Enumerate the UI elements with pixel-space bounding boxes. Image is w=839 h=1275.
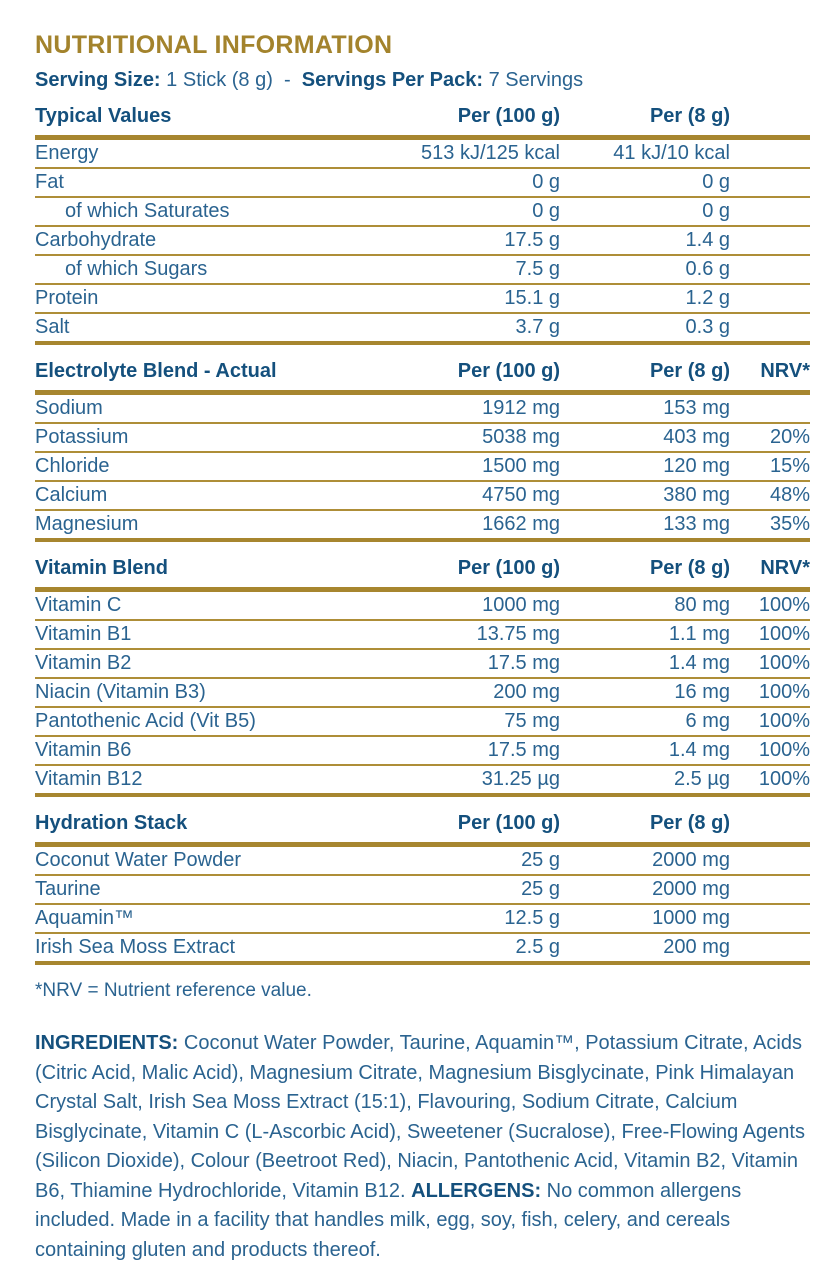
table-row [35, 424, 810, 453]
section-header-row [35, 105, 810, 135]
row-value-per100: 25 g [521, 878, 560, 900]
row-value-per100: 7.5 g [515, 258, 560, 280]
row-label: Potassium [35, 426, 129, 448]
row-value-per8: 0.6 g [685, 258, 730, 280]
ingredients-paragraph [35, 1029, 810, 1265]
row-label: Magnesium [35, 513, 139, 535]
row-value-per100: 513 kJ/125 kcal [421, 142, 560, 164]
row-value-per8: 1.2 g [685, 287, 730, 309]
nrv-footnote: *NRV = Nutrient reference value. [35, 980, 312, 1001]
table-row [35, 650, 810, 679]
row-label: Aquamin™ [35, 907, 134, 929]
column-header-nrv: NRV* [760, 557, 810, 579]
row-value-per8: 380 mg [663, 484, 730, 506]
row-value-per100: 0 g [532, 200, 560, 222]
row-label: Vitamin B1 [35, 623, 132, 645]
column-header-nrv: NRV* [760, 360, 810, 382]
row-value-per100: 12.5 g [504, 907, 560, 929]
row-value-per100: 1000 mg [482, 594, 560, 616]
table-row [35, 679, 810, 708]
row-value-per100: 15.1 g [504, 287, 560, 309]
row-value-per100: 75 mg [504, 710, 560, 732]
column-header-per8: Per (8 g) [649, 360, 730, 382]
row-value-nrv: 100% [758, 652, 810, 674]
table-row [35, 256, 810, 285]
serving-size-value: 1 Stick (8 g) [166, 69, 273, 91]
section-header-row [35, 360, 810, 390]
table-row [35, 876, 810, 905]
column-header-per8: Per (8 g) [649, 105, 730, 127]
table-row [35, 905, 810, 934]
row-value-nrv: 100% [758, 768, 810, 790]
table-row [35, 285, 810, 314]
row-label: Vitamin B12 [35, 768, 143, 790]
row-label: of which Sugars [65, 258, 208, 280]
row-value-per8: 2000 mg [652, 878, 730, 900]
row-value-per100: 17.5 g [504, 229, 560, 251]
row-value-per8: 403 mg [663, 426, 730, 448]
row-value-per100: 13.75 mg [476, 623, 560, 645]
row-value-per100: 25 g [521, 849, 560, 871]
ingredients-text: Coconut Water Powder, Taurine, Aquamin™, Potassium Citrate, Acids (Citric Acid, Malic Acid), Magnesium Citrate, Magnesium Bisglycinate, Pink Himalayan Crystal Salt, Irish Sea Moss Extract (15:1), Flavouring, Sodium Citrate, Calcium Bisglycinate, Vitamin C (L-Ascorbic Acid), Sweetener (Sucralose), Free-Flowing Agents (Silicon Dioxide), Colour (Beetroot Red), Niacin, Pantothenic Acid, Vitamin B2, Vitamin B6, Thiamine Hydrochloride, Vitamin B12. [35, 1032, 805, 1202]
section-header-title: Electrolyte Blend - Actual [35, 360, 277, 382]
row-value-nrv: 100% [758, 710, 810, 732]
column-header-per100: Per (100 g) [457, 812, 560, 834]
table-row [35, 511, 810, 542]
section-header-title: Vitamin Blend [35, 557, 168, 579]
row-value-per8: 2.5 µg [673, 768, 730, 790]
row-value-per100: 1500 mg [482, 455, 560, 477]
row-value-per8: 41 kJ/10 kcal [613, 142, 730, 164]
table-row [35, 169, 810, 198]
row-value-per8: 1.1 mg [668, 623, 730, 645]
row-label: Protein [35, 287, 99, 309]
row-value-per100: 200 mg [493, 681, 560, 703]
row-value-per8: 1.4 mg [668, 739, 730, 761]
table-row [35, 314, 810, 345]
row-value-per100: 31.25 µg [481, 768, 560, 790]
row-value-nrv: 35% [769, 513, 810, 535]
row-label: Vitamin B2 [35, 652, 132, 674]
table-row [35, 395, 810, 424]
row-value-per100: 1912 mg [482, 397, 560, 419]
row-value-per100: 0 g [532, 171, 560, 193]
section-header-row [35, 557, 810, 587]
table-row [35, 592, 810, 621]
row-value-nrv: 100% [758, 623, 810, 645]
row-value-per8: 0 g [702, 171, 730, 193]
table-row [35, 198, 810, 227]
row-label: Salt [35, 316, 70, 338]
ingredients-label: INGREDIENTS: [35, 1032, 179, 1054]
table-row [35, 140, 810, 169]
row-value-per100: 3.7 g [515, 316, 560, 338]
section-typical-values [35, 105, 810, 345]
table-row [35, 847, 810, 876]
row-value-per8: 1.4 g [685, 229, 730, 251]
row-value-per8: 2000 mg [652, 849, 730, 871]
section-header-title: Hydration Stack [35, 812, 188, 834]
table-row [35, 766, 810, 797]
row-value-nrv: 48% [769, 484, 810, 506]
section-electrolyte-blend [35, 360, 810, 542]
section-header-title: Typical Values [35, 105, 172, 127]
row-value-per100: 4750 mg [482, 484, 560, 506]
row-value-per8: 80 mg [674, 594, 730, 616]
row-value-per100: 5038 mg [482, 426, 560, 448]
section-hydration-stack [35, 812, 810, 965]
row-label: Coconut Water Powder [35, 849, 242, 871]
row-value-per8: 1000 mg [652, 907, 730, 929]
row-value-per8: 0 g [702, 200, 730, 222]
table-row [35, 737, 810, 766]
row-value-per8: 1.4 mg [668, 652, 730, 674]
row-value-per8: 120 mg [663, 455, 730, 477]
row-value-per8: 200 mg [663, 936, 730, 958]
servings-per-pack-label: Servings Per Pack: [301, 69, 484, 91]
section-header-row [35, 812, 810, 842]
table-row [35, 621, 810, 650]
row-label: Irish Sea Moss Extract [35, 936, 236, 958]
row-label: Fat [35, 171, 64, 193]
row-label: Energy [35, 142, 99, 164]
row-value-per8: 133 mg [663, 513, 730, 535]
page-title: NUTRITIONAL INFORMATION [35, 31, 393, 59]
table-row [35, 708, 810, 737]
column-header-per100: Per (100 g) [457, 557, 560, 579]
column-header-per100: Per (100 g) [457, 360, 560, 382]
row-value-per8: 16 mg [674, 681, 730, 703]
table-row [35, 227, 810, 256]
row-label: of which Saturates [65, 200, 230, 222]
table-row [35, 934, 810, 965]
row-value-per100: 1662 mg [482, 513, 560, 535]
row-label: Pantothenic Acid (Vit B5) [35, 710, 256, 732]
row-label: Calcium [35, 484, 108, 506]
row-value-nrv: 100% [758, 594, 810, 616]
row-label: Niacin (Vitamin B3) [35, 681, 206, 703]
servings-per-pack-value: 7 Servings [488, 69, 584, 91]
column-header-per8: Per (8 g) [649, 557, 730, 579]
allergens-label: ALLERGENS: [411, 1179, 542, 1202]
section-vitamin-blend [35, 557, 810, 797]
row-value-per8: 153 mg [663, 397, 730, 419]
row-label: Taurine [35, 878, 101, 900]
row-value-nrv: 20% [769, 426, 810, 448]
allergens-text: No common allergens included. Made in a facility that handles milk, egg, soy, fish, celery, and cereals containing gluten and products thereof. [35, 1179, 742, 1261]
row-value-nrv: 100% [758, 681, 810, 703]
row-value-nrv: 15% [769, 455, 810, 477]
row-label: Carbohydrate [35, 229, 157, 251]
table-row [35, 453, 810, 482]
serving-size-label: Serving Size: [35, 69, 161, 91]
row-value-per100: 2.5 g [515, 936, 560, 958]
serving-separator: - [284, 69, 291, 91]
table-row [35, 482, 810, 511]
column-header-per100: Per (100 g) [457, 105, 560, 127]
row-value-per8: 0.3 g [685, 316, 730, 338]
column-header-per8: Per (8 g) [649, 812, 730, 834]
row-label: Chloride [35, 455, 110, 477]
row-value-per100: 17.5 mg [487, 739, 560, 761]
row-value-nrv: 100% [758, 739, 810, 761]
serving-info [35, 69, 810, 92]
row-label: Vitamin C [35, 594, 122, 616]
nutrition-sections [35, 105, 810, 965]
row-value-per100: 17.5 mg [487, 652, 560, 674]
row-label: Vitamin B6 [35, 739, 132, 761]
row-value-per8: 6 mg [685, 710, 730, 732]
row-label: Sodium [35, 397, 103, 419]
